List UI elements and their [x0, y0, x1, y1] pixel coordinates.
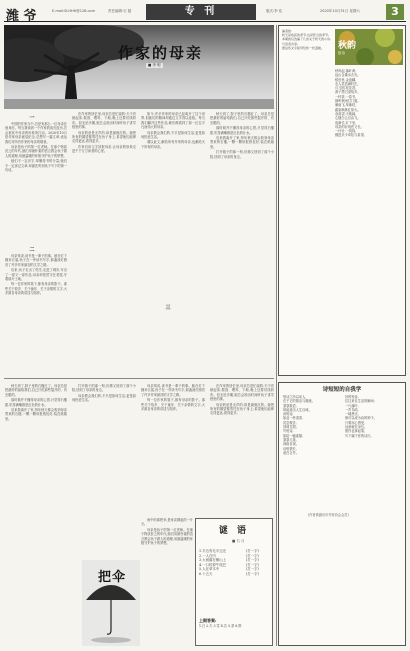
- paragraph: 母亲的爱是无声的,却是最深沉的。她把所有的期望都寄托在孩子身上,希望他们能够走得更远,看得更多。: [210, 402, 274, 416]
- article-column: [72, 112, 136, 372]
- editor-note: [282, 29, 332, 50]
- paragraph: 那时候并不懂得母亲的心思,只觉得石榴甜,吃得满嘴都是红色的汁水。: [210, 126, 274, 135]
- page-header: [4, 4, 406, 22]
- divider: [4, 378, 274, 379]
- poem-line: 诗短情长,: [283, 446, 297, 451]
- paragraph: 如今,许多作家的母亲已经离开了这个世界,但她们的精神却通过文字得以延续。每当我们翻开这些作品,就仿佛看到了那一位位平凡而伟大的母亲。: [141, 112, 205, 130]
- poem-line: 却能道出人生百味。: [283, 407, 312, 412]
- paragraph: 母亲教会我们的,不只是如何生活,更是如何热爱生活。: [72, 393, 136, 403]
- poem-line: 登高望,天地阔,: [335, 111, 357, 116]
- paragraph: 母亲是孩子的第一位老师。在那个物质贫乏的年代,她们用最朴素的语言教会孩子做人的道理,用最温暖的怀抱守护孩子的梦想。: [5, 145, 67, 158]
- paragraph: 后来,孩子走出了村庄,走进了城市,写出了一部又一部作品,母亲却依然守在老屋,守着那片土地。: [5, 268, 67, 282]
- poem-line: 秋风起,落叶黄,: [335, 69, 357, 73]
- riddle-item: 5.人在草木中: [199, 567, 220, 572]
- poem-line: 稻田里,金浪翻,: [335, 77, 357, 82]
- column-divider: [276, 25, 277, 646]
- paragraph: 雨中的那把伞,是母亲撑起的一片天。: [141, 518, 193, 527]
- section-heading: 一: [29, 115, 35, 121]
- poem-line: 初尝微苦,: [283, 420, 297, 425]
- article-column: [5, 254, 67, 374]
- layout-editor: 版式:李 佳: [266, 9, 283, 13]
- paragraph: 秋天到了,院子里的石榴红了。母亲总是把最好的留给我们,自己只吃那些裂开的、有虫眼的。: [210, 112, 274, 125]
- essay-column: [210, 384, 274, 514]
- answer-text: 1.日 2.夫 3.雪 4.告 5.茶 6.胖: [199, 624, 242, 628]
- paragraph: 后来我离开了家,每年秋天都会收到母亲寄来的石榴,一颗一颗用报纸包好,装在纸箱里。: [5, 408, 67, 421]
- poem-line: 写下属于你的诗行。: [345, 433, 374, 438]
- riddle-item: 2.一人在内: [199, 553, 216, 558]
- riddle-item: 1.半边有毛半边光: [199, 549, 226, 553]
- poem-line: 神韵自现。: [283, 442, 299, 447]
- note-line: 秋天是收获的季节,也是怀念的季节。本期我们选编了几首关于秋天的小诗,与读者共享。: [282, 33, 331, 46]
- poem-column: [345, 395, 403, 438]
- hero-tree-image: [4, 25, 274, 109]
- riddle-item: 4.一口咬掉牛尾巴: [199, 562, 226, 567]
- poem-line: 寥寥数语,: [283, 403, 297, 408]
- poetry-box: [278, 25, 406, 376]
- poem-line: 一针针,一线线,: [335, 129, 357, 134]
- poem-line: 心随白云自由飞。: [335, 116, 361, 121]
- poem-line: 只要用心感受,: [345, 420, 366, 425]
- paragraph: 中国的作家当中,总是有那么一位母亲在他身后。每当我读到一个作家的成长经历,总会被其中母亲的形象所打动。2020年10月是作家母亲诞辰纪念,总想写一篇文章,表达我们对所有作家的母亲的敬意。: [5, 122, 67, 144]
- riddle-hint: (打一字): [246, 571, 259, 576]
- poem-line: 一杯茶,一卷书,: [335, 94, 357, 99]
- paragraph: 母亲常说,读书是一辈子的事。她在灯下缝补衣裳,孩子在一旁读书写字,那盏油灯照亮了许多作家最初的文学之路。: [141, 384, 205, 397]
- riddle-hint: (打一字): [246, 558, 259, 563]
- section-heading: 三: [165, 305, 171, 311]
- poem-line: 都可以成为诗的种子。: [345, 416, 377, 421]
- author-signature: (作者系潍坊市作家协会会员): [308, 513, 349, 517]
- poem-line: 诗意就在身边。: [345, 425, 368, 430]
- issue-date: 2020年10月31日 星期六: [320, 9, 360, 13]
- poem-line: 一缕晨光,: [345, 412, 359, 417]
- poem-lines: [335, 69, 403, 138]
- poem-line: 霜染枫林红似火。: [335, 107, 361, 112]
- responsible-editor: 责任编辑:石 磊: [108, 9, 132, 13]
- paragraph: 她们不一定识字,却懂得书的分量;她们不一定读过文章,却最先听到孩子写下的第一句话。: [5, 159, 67, 173]
- paragraph: 后来我离开了家,每年秋天都会收到母亲寄来的石榴,一颗一颗用报纸包好,装在纸箱里。: [210, 136, 274, 149]
- paragraph: 母亲的爱是无声的,却是最深沉的。她把所有的期望都寄托在孩子身上,希望他们能够走得更远,看得更多。: [72, 130, 136, 144]
- poem-line: 意在言外。: [283, 450, 299, 455]
- poetry-heading: 秋韵: [338, 41, 357, 51]
- section-heading: 二: [29, 247, 35, 253]
- riddle-item: 6.十五天: [199, 571, 213, 576]
- poem-line: 读短诗,: [283, 412, 294, 417]
- paragraph: 谨以此文,献给所有作家的母亲,也献给天下所有的母亲。: [141, 140, 205, 149]
- article-column: [5, 122, 67, 242]
- poem-line: 好的短诗,: [345, 395, 359, 399]
- poem-line: 如品一杯清茶,: [283, 416, 304, 421]
- riddle-hints: [246, 549, 259, 577]
- newspaper-logo: 潍 爷: [6, 9, 37, 24]
- poem-line: 短诗之所以动人,: [283, 395, 307, 399]
- essay-column: [141, 518, 193, 644]
- poem-line: 夜渐长,灯下坐,: [335, 120, 357, 125]
- umbrella-title: 把伞: [98, 570, 127, 585]
- poem-line: 雁南飞,草渐枯,: [335, 103, 357, 108]
- paragraph: 那时候并不懂得母亲的心思,只觉得石榴甜,吃得满嘴都是红色的汁水。: [5, 398, 67, 407]
- riddle-hint: (打一字): [246, 549, 259, 553]
- poem-line: 回味甘甜。: [283, 425, 299, 430]
- article-column: [210, 112, 274, 372]
- riddle-box: [195, 518, 273, 646]
- poem-line: 一声鸟鸣,: [345, 407, 359, 412]
- paragraph: 作家们用文字回报母亲,让母亲的形象走进千千万万读者的心里。: [72, 144, 136, 154]
- riddle-list: [199, 549, 226, 577]
- paragraph: 每一位作家的笔下,都有母亲的影子。那些关于故乡、关于童年、关于亲情的文字,大多源自母亲的讲述与陪伴。: [141, 398, 205, 412]
- poem-line: 一片落叶,: [345, 403, 359, 408]
- paragraph: 在作家的回忆里,母亲总是忙碌的:天不亮就起床,做饭、喂鸡、下地,晚上还要纺线织布。但无论多累,她总会抽出时间听孩子讲学校里的事。: [72, 112, 136, 130]
- poem-line: 母亲的针线密又长。: [335, 124, 364, 129]
- article-title: 作家的母亲: [118, 44, 204, 62]
- paragraph: 打开箱子的那一刻,仿佛又回到了那个小院,回到了母亲的身边。: [72, 384, 136, 393]
- note-line: 愿这些文字能带给你一丝温暖。: [282, 45, 325, 50]
- riddle-hint: (打一字): [246, 567, 259, 572]
- essay-column: [5, 384, 67, 644]
- paragraph: 每一位作家的笔下,都有母亲的影子。那些关于故乡、关于童年、关于亲情的文字,大多源自母亲的讲述与陪伴。: [5, 282, 67, 296]
- paragraph: 打开箱子的那一刻,仿佛又回到了那个小院,回到了母亲的身边。: [210, 150, 274, 159]
- poem-column: [283, 395, 341, 455]
- poem-line: 农人笑语满村庄。: [335, 81, 361, 86]
- poem-line: 寥寥几笔,: [283, 437, 297, 442]
- article-column: [141, 112, 205, 372]
- riddle-hint: (打一字): [246, 553, 259, 558]
- paragraph: 秋天到了,院子里的石榴红了。母亲总是把最好的留给我们,自己只吃那些裂开的、有虫眼的。: [5, 384, 67, 397]
- answer-title: 上期答案:: [199, 618, 217, 623]
- box-title: 诗短短的自我学: [322, 387, 362, 393]
- paragraph: 在作家的回忆里,母亲总是忙碌的:天不亮就起床,做饭、喂鸡、下地,晚上还要纺线织布。但无论多累,她总会抽出时间听孩子讲学校里的事。: [210, 384, 274, 402]
- poem-line: 缝进多少牵挂与希望。: [335, 133, 367, 138]
- poem-line: 写短诗,: [283, 429, 294, 434]
- essay-column: [72, 384, 136, 556]
- paragraph: 母亲是孩子的第一位老师。在那个物质贫乏的年代,她们用最朴素的语言教会孩子做人的道理,用最温暖的怀抱守护孩子的梦想。: [141, 527, 193, 546]
- paragraph: 母亲教会我们的,不只是如何生活,更是如何热爱生活。: [141, 130, 205, 140]
- note-line: 编者按:: [282, 29, 293, 33]
- riddle-author: ■ 石 月: [232, 539, 245, 543]
- poem-line: 在于它的简洁与凝练。: [283, 399, 315, 404]
- poem-line: 往往来自生活的瞬间:: [345, 399, 375, 404]
- poem-line: 如绘一幅素描,: [283, 433, 304, 438]
- poem-line: 静听秋雨打门窗。: [335, 99, 361, 104]
- email-address: E-mail:SLHHH@126.com: [52, 9, 95, 13]
- article-byline: ■ 李 明: [148, 63, 161, 67]
- section-banner: 专 刊: [146, 4, 256, 20]
- poem-line: 游子思归望故乡。: [335, 90, 361, 95]
- paragraph: 母亲常说,读书是一辈子的事。她在灯下缝补衣裳,孩子在一旁读书写字,那盏油灯照亮了许多作家最初的文学之路。: [5, 254, 67, 267]
- poem-line: 月儿圆,桂花香,: [335, 86, 357, 91]
- riddle-hint: (打一字): [246, 562, 259, 567]
- essay-column: [141, 384, 205, 514]
- poetry-subheading: 组诗: [338, 51, 345, 55]
- poem-line: 远山含黛水含光。: [335, 73, 361, 78]
- poem-line: 愿你也拿起笔,: [345, 429, 366, 434]
- page-number: 3: [386, 4, 404, 20]
- riddle-item: 3.大雨落在横山上: [199, 558, 226, 563]
- riddle-title: 谜 语: [218, 526, 250, 536]
